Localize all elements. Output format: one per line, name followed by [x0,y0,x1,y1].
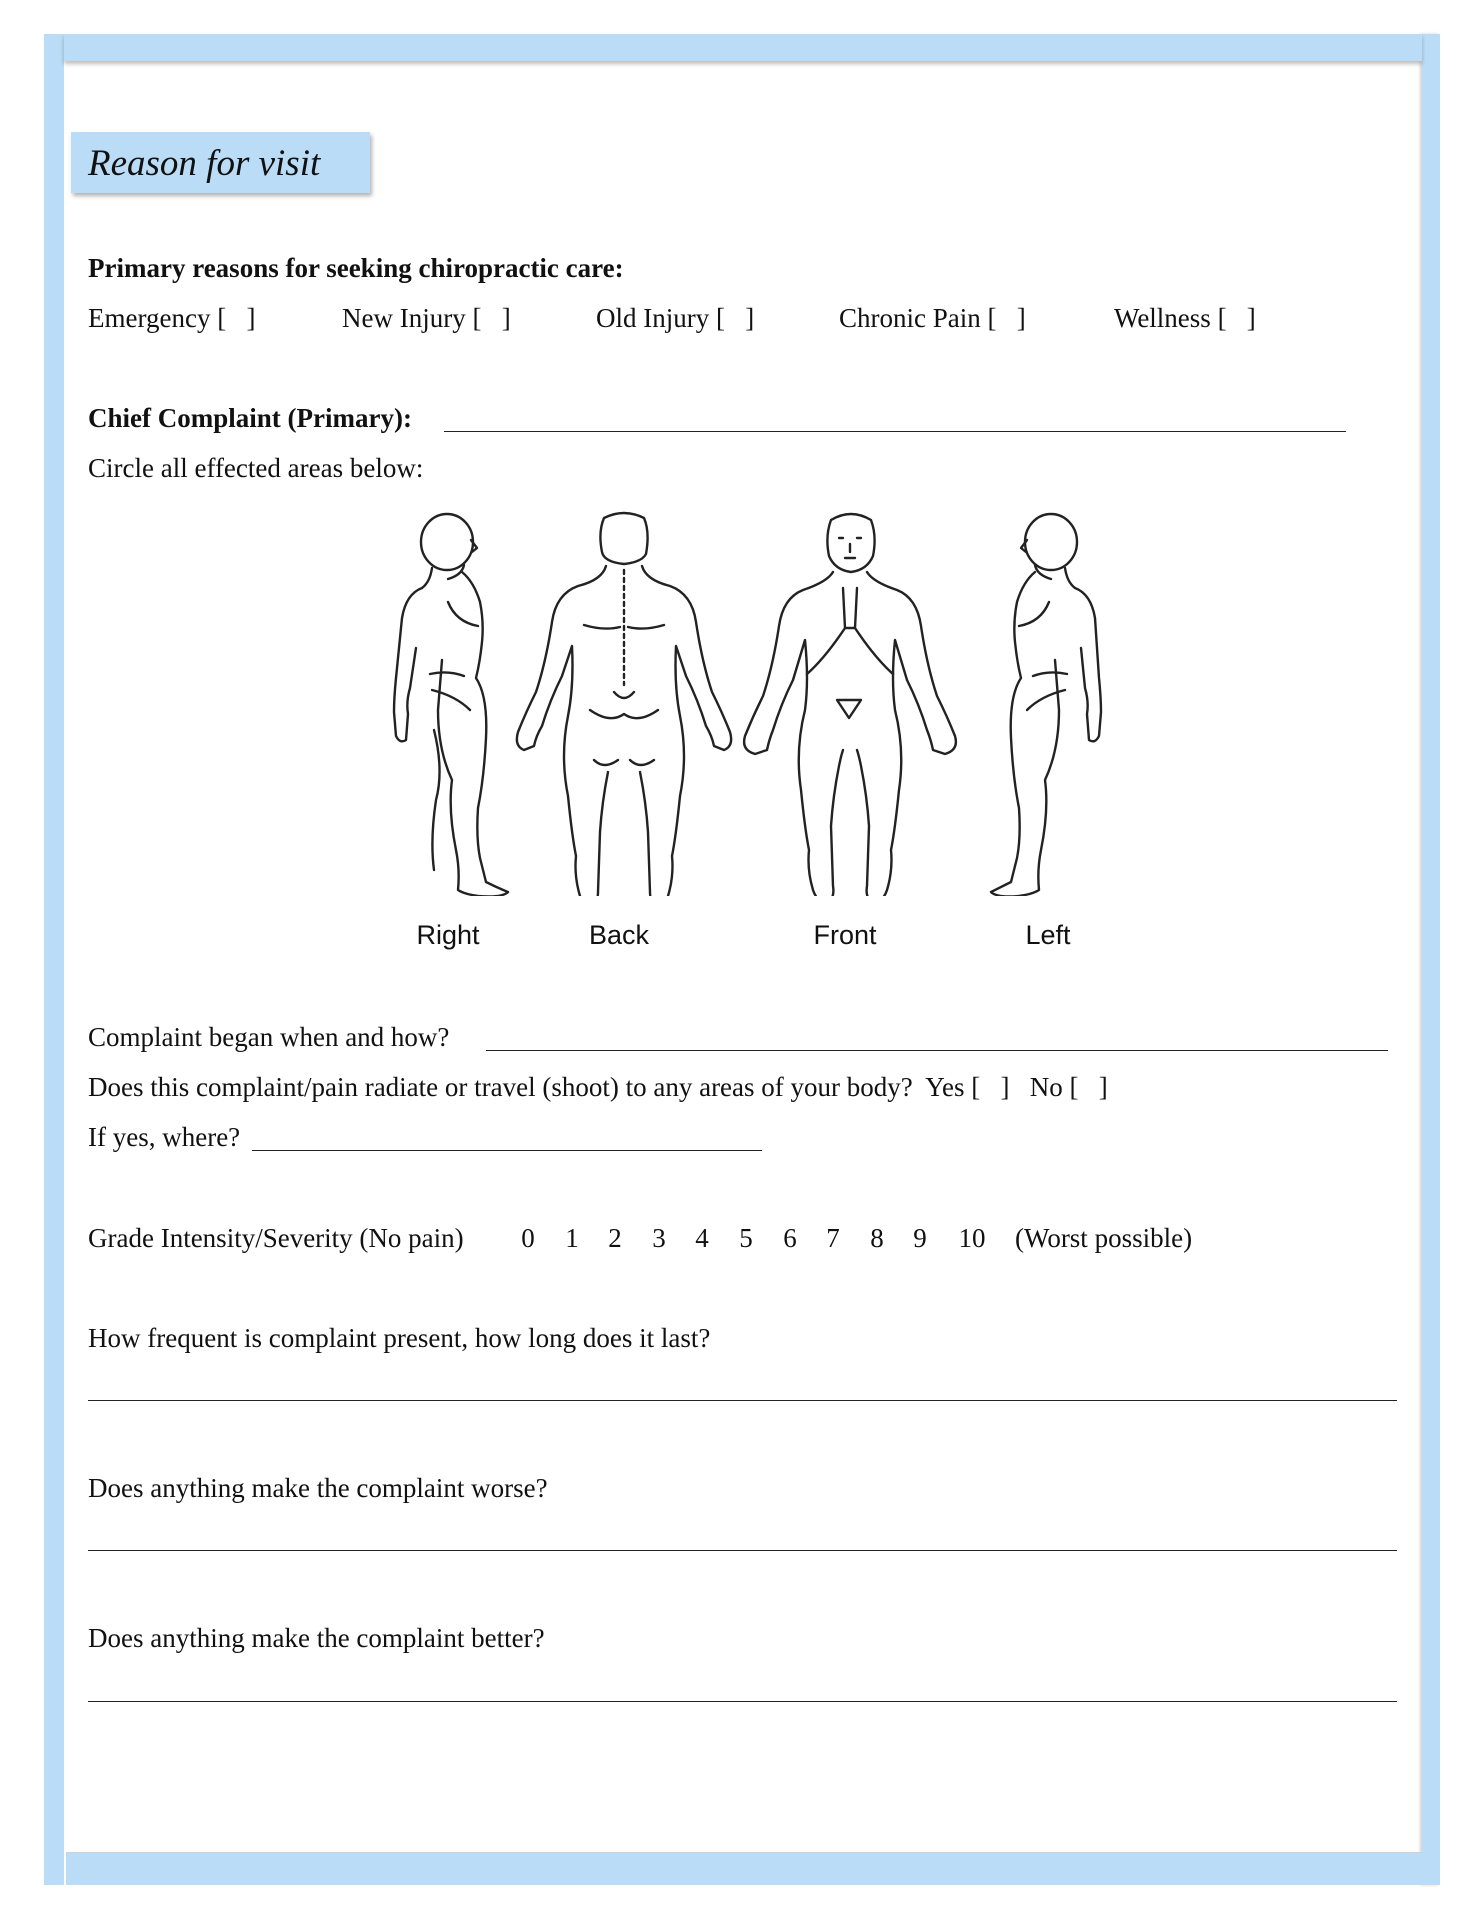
radiate-yes-checkbox[interactable]: Yes [ ] [925,1072,1010,1102]
option-emergency[interactable] [88,302,255,334]
option-label: Emergency [88,303,211,333]
option-chronic-pain[interactable] [839,302,1026,334]
body-figure-left[interactable] [989,510,1104,896]
checkbox[interactable]: [ ] [987,303,1026,333]
worse-field[interactable] [88,1550,1397,1551]
option-wellness[interactable] [1114,302,1256,334]
grade-option-6[interactable]: 6 [783,1223,797,1253]
circle-instruction: Circle all effected areas below: [88,453,424,483]
option-label: New Injury [342,303,466,333]
grade-option-3[interactable]: 3 [652,1223,666,1253]
frequency-label: How frequent is complaint present, how long does it last? [88,1323,711,1353]
grade-option-8[interactable]: 8 [870,1223,884,1253]
grade-option-7[interactable]: 7 [826,1223,840,1253]
grade-end-label: (Worst possible) [1015,1223,1193,1253]
option-old-injury[interactable] [596,302,754,334]
worse-label: Does anything make the complaint worse? [88,1473,548,1503]
complaint-began-field[interactable] [486,1050,1388,1051]
grade-option-4[interactable]: 4 [695,1223,709,1253]
body-figure-back[interactable] [514,510,734,896]
primary-reasons-label: Primary reasons for seeking chiropractic care: [88,253,624,283]
page-frame-top [64,34,1422,61]
better-field[interactable] [88,1701,1397,1702]
radiate-question-text: Does this complaint/pain radiate or travel (shoot) to any areas of your body? [88,1072,913,1102]
option-new-injury[interactable] [342,302,511,334]
grade-label: Grade Intensity/Severity (No pain) [88,1223,464,1253]
section-title: Reason for visit [88,143,321,184]
better-label: Does anything make the complaint better? [88,1623,545,1653]
frequency-field[interactable] [88,1400,1397,1401]
section-heading [71,132,370,193]
grade-option-2[interactable]: 2 [608,1223,622,1253]
grade-option-1[interactable]: 1 [565,1223,579,1253]
grade-option-10[interactable]: 10 [958,1223,986,1253]
if-yes-label: If yes, where? [88,1122,241,1152]
grade-option-5[interactable]: 5 [739,1223,753,1253]
view-label-front: Front [813,920,877,950]
checkbox[interactable]: [ ] [217,303,256,333]
body-figure-front[interactable] [739,510,961,896]
page-frame-right [1422,34,1440,1885]
checkbox[interactable]: [ ] [715,303,755,333]
checkbox[interactable]: [ ] [1217,303,1256,333]
radiate-no-checkbox[interactable]: No [ ] [1029,1072,1108,1102]
grade-option-9[interactable]: 9 [913,1223,927,1253]
grade-option-0[interactable]: 0 [521,1223,535,1253]
complaint-began-label: Complaint began when and how? [88,1022,450,1052]
page-frame-bottom [66,1852,1422,1885]
body-figure-right[interactable] [392,510,512,896]
view-label-back: Back [588,920,650,950]
chief-complaint-label: Chief Complaint (Primary): [88,403,412,433]
option-label: Old Injury [596,303,710,333]
if-yes-field[interactable] [252,1150,762,1151]
page-frame-left [44,34,64,1885]
chief-complaint-field[interactable] [444,431,1346,432]
option-label: Chronic Pain [839,303,981,333]
checkbox[interactable]: [ ] [472,303,511,333]
view-label-left: Left [1025,920,1071,950]
radiate-question [88,1071,1108,1103]
option-label: Wellness [1114,303,1211,333]
view-label-right: Right [416,920,480,950]
